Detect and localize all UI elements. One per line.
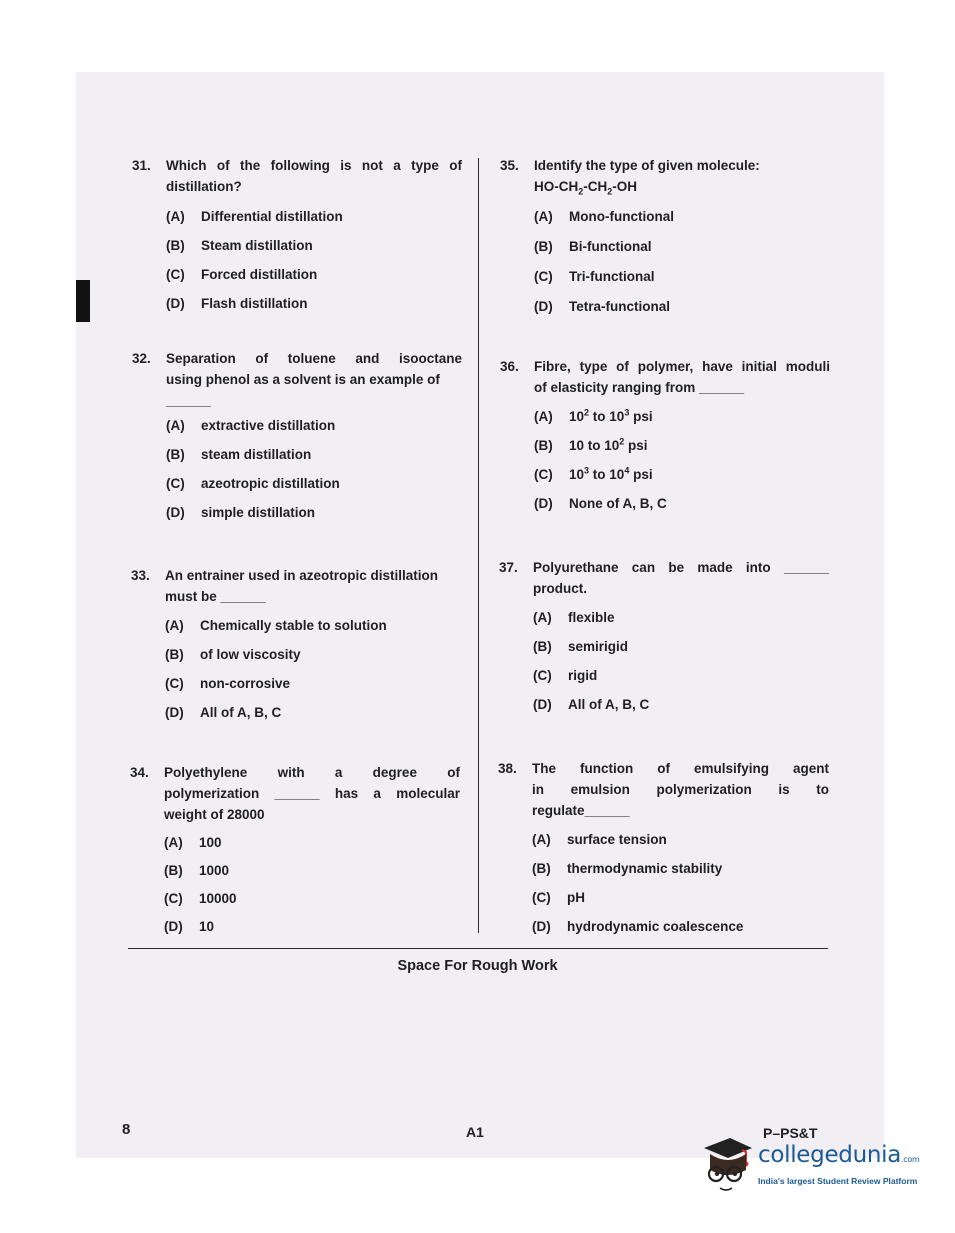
collegedunia-logo[interactable] — [700, 1132, 940, 1202]
question-text: Which of the following is not a type of — [166, 158, 462, 173]
option-a: (A) Chemically stable to solution — [165, 618, 387, 633]
question-33 — [131, 565, 463, 723]
question-text: regulate______ — [532, 803, 630, 818]
option-c: (C) azeotropic distillation — [166, 476, 340, 491]
question-number: 32. — [132, 351, 151, 366]
option-a: (A) 100 — [164, 835, 222, 850]
question-32 — [132, 348, 462, 523]
option-b: (B) 10 to $10^2$ psi — [534, 436, 648, 453]
question-text: distillation? — [166, 179, 242, 194]
question-35 — [500, 155, 830, 317]
option-d: (D) All of A, B, C — [533, 697, 650, 712]
page-number: 8 — [122, 1121, 131, 1138]
option-b: (B) semirigid — [533, 639, 629, 654]
option-c: (C) non-corrosive — [165, 676, 291, 691]
column-divider — [478, 158, 479, 933]
question-text: The function of emulsifying agent — [532, 761, 829, 776]
question-blank: ______ — [166, 393, 212, 408]
option-d: (D) Flash distillation — [166, 296, 308, 311]
rough-work-heading: Space For Rough Work — [397, 958, 558, 974]
option-d: (D) 10 — [164, 919, 215, 934]
option-a: (A) extractive distillation — [166, 418, 336, 433]
question-38 — [498, 758, 829, 937]
question-text: must be ______ — [165, 589, 266, 604]
option-d: (D) Tetra-functional — [534, 299, 670, 314]
set-code: A1 — [466, 1124, 484, 1140]
question-number: 36. — [500, 359, 519, 374]
option-a: (A) Differential distillation — [166, 209, 343, 224]
question-number: 35. — [500, 158, 519, 173]
option-c: (C) Forced distillation — [166, 267, 318, 282]
question-37 — [499, 557, 829, 715]
option-c: (C) rigid — [533, 668, 598, 683]
question-text: using phenol as a solvent is an example of — [166, 372, 440, 387]
question-text: in emulsion polymerization is to — [532, 782, 829, 797]
question-number: 31. — [132, 158, 151, 173]
question-number: 38. — [498, 761, 517, 776]
option-b: (B) Steam distillation — [166, 238, 313, 253]
section-divider — [128, 948, 828, 949]
question-31 — [132, 155, 462, 314]
registration-mark — [76, 280, 90, 322]
option-a: (A) flexible — [533, 610, 615, 625]
question-text: polymerization ______ has a molecular — [164, 786, 460, 801]
question-36 — [500, 356, 830, 514]
question-text: weight of 28000 — [164, 807, 265, 822]
question-text: of elasticity ranging from ______ — [534, 380, 745, 395]
paper-code: P–PS&T — [763, 1125, 818, 1141]
brand-name: collegedunia.com — [758, 1142, 920, 1168]
question-text: Separation of toluene and isooctane — [166, 351, 462, 366]
option-c: (C) pH — [532, 890, 585, 905]
option-d: (D) hydrodynamic coalescence — [532, 919, 744, 934]
option-a: (A) surface tension — [532, 832, 667, 847]
graduate-mascot-icon — [700, 1136, 754, 1196]
question-text: Polyurethane can be made into ______ — [533, 560, 829, 575]
question-text: Identify the type of given molecule: — [534, 158, 760, 173]
option-b: (B) steam distillation — [166, 447, 312, 462]
question-text: Fibre, type of polymer, have initial moduli — [534, 359, 830, 374]
question-text: An entrainer used in azeotropic distillation — [165, 568, 439, 583]
option-c: (C) 10000 — [164, 891, 237, 906]
question-text: Polyethylene with a degree of — [164, 765, 460, 780]
option-d: (D) simple distillation — [166, 505, 316, 520]
question-number: 33. — [131, 568, 150, 583]
option-b: (B) thermodynamic stability — [532, 861, 723, 876]
chemical-formula: $HO-CH_2-CH_2-OH$ — [534, 179, 638, 197]
option-b: (B) 1000 — [164, 863, 230, 878]
question-text: product. — [533, 581, 587, 596]
option-c: (C) $10^3$ to $10^4$ psi — [534, 465, 653, 482]
question-34 — [130, 762, 460, 937]
option-d: (D) None of A, B, C — [534, 496, 667, 511]
option-b: (B) Bi-functional — [534, 239, 652, 254]
option-b: (B) of low viscosity — [165, 647, 301, 662]
option-c: (C) Tri-functional — [534, 269, 655, 284]
option-d: (D) All of A, B, C — [165, 705, 282, 720]
brand-tagline: India's largest Student Review Platform — [758, 1176, 918, 1186]
question-number: 34. — [130, 765, 149, 780]
option-a: (A) $10^2$ to $10^3$ psi — [534, 407, 653, 424]
option-a: (A) Mono-functional — [534, 209, 674, 224]
question-number: 37. — [499, 560, 518, 575]
